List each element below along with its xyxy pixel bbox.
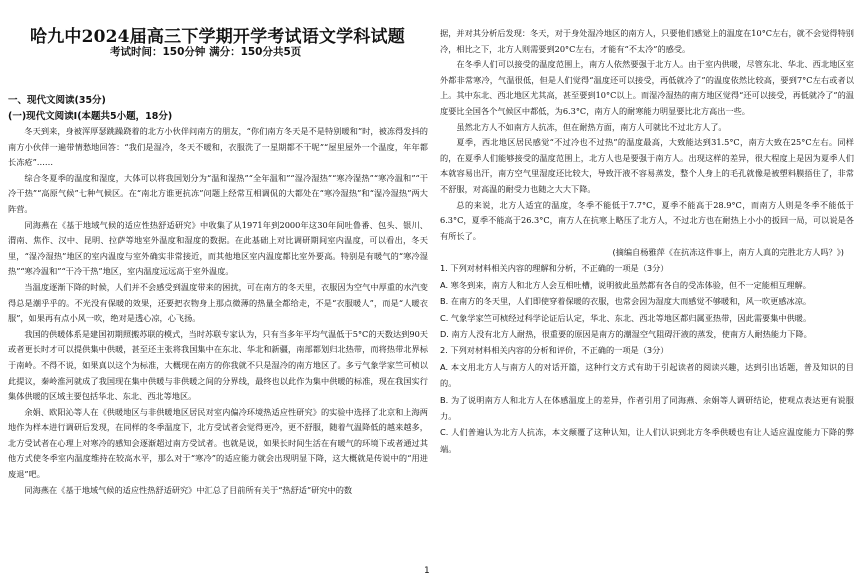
paragraph: 同海燕在《基于地域气候的适应性热舒适研究》中汇总了目前所有关于“热舒适”研究中的数 (24, 484, 353, 495)
question-2-option-b: B. 为了说明南方人和北方人在体感温度上的差异，作者引用了同海燕、余娟等人调研结论，使观点表达更有说服力。 (440, 394, 854, 421)
question-1-option-c: C. 气象学家竺可桢经过科学论证后认定，华北、东北、西北等地区都归属亚热带，因此需要集中供暖。 (440, 312, 812, 323)
paragraph: 夏季，西北地区居民感觉“不过冷也不过热”的温度最高，大致能达到31.5°C，南方大致在25°C左右。同样的，在夏季人们能够接受的温度范围上，北方人也是要强于南方人。出现这样的差异，很大程度上是因为夏季人们本就容易出汗，南方空气里湿度还比较大，导致汗液不容易蒸发，整个人身上的毛孔就像是被塑料膜捂住了，非常不舒服，对高温的耐受力也随之大大下降。 (440, 137, 854, 194)
paragraph: 在冬季人们可以接受的温度范围上，南方人依然要强于北方人。由于室内供暖，尽管东北、华北、西北地区室外都非常寒冷，气温很低，但是人们觉得“温度还可以接受，再低就冷了”的温度依然比较高，要到7°C左右或者以上。其中东北、西北地区尤其高，甚至要到10°C以上。而湿冷湿热的南方地区觉得“还可以接受，再低就冷了”的温度要比全国各个气候区中都低，为6.3°C，南方人的耐寒能力明显要比北方高出一些。 (440, 59, 854, 116)
paragraph: 综合冬夏季的温度和湿度，大体可以将我国划分为“温和湿热”“全年温和”“湿冷湿热”“寒冷湿热”“寒冷温和”“干冷干热”“高原气候”七种气候区。在“南北方谁更抗冻”问题上经常互相调侃的大都处在“寒冷湿热”和“湿冷湿热”两大阵营。 (8, 172, 428, 214)
paragraph: 余娟、欧阳沁等人在《供暖地区与非供暖地区居民对室内偏冷环境热适应性研究》的实验中选择了北京和上海两地作为样本进行调研后发现，在同样的冬季温度下，北方受试者会觉得更冷，更不舒服，随着气温降低的越来越多，北方受试者在心理上对寒冷的感知会逐渐超过南方受试者。也就是说，如果长时间生活在有暖气的环境下或者通过其他方式使冬季室内温度维持在较高水平，那么对于“寒冷”的适应能力就会出现明显下降，这大概就是传说中的“用进废退”吧。 (8, 406, 428, 480)
paragraph: 同海燕在《基于地域气候的适应性热舒适研究》中收集了从1971年到2000年这30年间吐鲁番、包头、银川、渭南、焦作、汉中、昆明、拉萨等地室外温度和湿度的数据。在此基础上对比调研期间室内温度，可以看出，冬天里，“湿冷湿热”地区的室内温度与室外确实非常接近，而其他地区室内温度都比室外要高。特别是有暖气的“寒冷湿热”“寒冷温和”“干冷干热”地区，室内温度远远高于室外温度。 (8, 219, 428, 277)
paragraph: 我国的供暖体系是建国初期照搬苏联的模式，当时苏联专家认为，只有当多年平均气温低于5°C的天数达到90天或者更长时才可以提供集中供暖，甚至还主张将我国集中在东北、华北和新疆，南部都划归北热带，而将热带北界标于南岭。不得不说，如果真以这个为标准，大概现在南方的你我就不只是湿冷的南方地区了。多亏气象学家竺可桢以此提议，秦岭淮河就成了我国现在集中供暖与非供暖之间的分界线，最终也以此作为集中供暖的标准，现在我国实行集体供暖的区域主要包括华北、东北、西北等地区。 (8, 328, 428, 402)
question-1-option-a: A. 寒冬到来，南方人和北方人会互相吐槽，说明彼此虽然都有各自的受冻体验，但不一定能相互理解。 (440, 279, 811, 290)
source-citation: (摘编自杨雅萍《在抗冻这件事上，南方人真的完胜北方人吗？》) (612, 247, 844, 258)
paragraph: 虽然北方人不如南方人抗冻，但在耐热方面，南方人可就比不过北方人了。 (456, 121, 727, 132)
exam-title: 哈九中2024届高三下学期开学考试语文学科试题 (30, 27, 405, 47)
question-2-option-c: C. 人们普遍认为北方人抗冻，本文颠覆了这种认知，让人们认识到北方冬季供暖也有让人适应温度能力下降的弊端。 (440, 427, 854, 454)
question-1-option-b: B. 在南方的冬天里，人们即使穿着保暖的衣服，也常会因为湿度大而感觉不够暖和，风一吹更感冰凉。 (440, 296, 812, 307)
question-2-stem: 2. 下列对材料相关内容的分析和评价，不正确的一项是（3分） (440, 345, 669, 356)
exam-info: 考试时间：150分钟 满分：150分共5页 (110, 46, 302, 58)
paragraph: 据，并对其分析后发现：冬天，对于身处湿冷地区的南方人，只要他们感觉上的温度在10°C左右，就不会觉得特别冷，相比之下，北方人则需要到20°C左右，才能有“不太冷”的感受。 (440, 28, 854, 54)
question-1-option-d: D. 南方人没有北方人耐热，很重要的原因是南方的潮湿空气阻碍汗液的蒸发，使南方人耐热能力下降。 (440, 328, 812, 339)
question-2-option-a: A. 本文用北方人与南方人的对话开篇，这种行文方式有助于引起读者的阅读兴趣，达到引出话题，普及知识的目的。 (440, 361, 854, 389)
article-left (8, 124, 428, 498)
page-number: 1 (424, 566, 430, 576)
paragraph: 冬天到来，身被浑厚瑟跳躁跷着的北方小伙伴问南方的朋友，“你们南方冬天是不是特别暖和”时，被冻得发抖的南方小伙伴一遍带情愁地回答：“我们是湿冷，冬天不暖和，衣服洗了一星期都不干呢”“屋里屋外一个温度，年年都长冻疮”…… (8, 126, 428, 168)
paragraph: 当温度逐渐下降的时候，人们并不会感受到温度带来的困扰，可在南方的冬天里，衣服因为空气中厚重的水汽变得总是潮乎乎的。不光没有保暖的效果，还要把衣物身上那点微薄的热量全都给走，不是“衣服暖人”，而是“人暖衣服”，如果再有点小风一吹，绝对是透心凉，心飞扬。 (8, 281, 428, 324)
subsection-heading: (一)现代文阅读Ⅰ(本题共5小题，18分) (8, 111, 173, 122)
question-1-stem: 1. 下列对材料相关内容的理解和分析，不正确的一项是（3分） (440, 263, 669, 274)
article-right (440, 26, 854, 457)
paragraph: 总的来说，北方人适宜的温度，冬季不能低于7.7°C，夏季不能高于28.9°C，而南方人则是冬季不能低于6.3°C，夏季不能高于26.3°C，南方人在抗寒上略压了北方人，不过北方也在耐热上小小的扳回一局，可以说是各有所长了。 (440, 199, 854, 241)
section-heading: 一、现代文阅读(35分) (8, 95, 106, 106)
